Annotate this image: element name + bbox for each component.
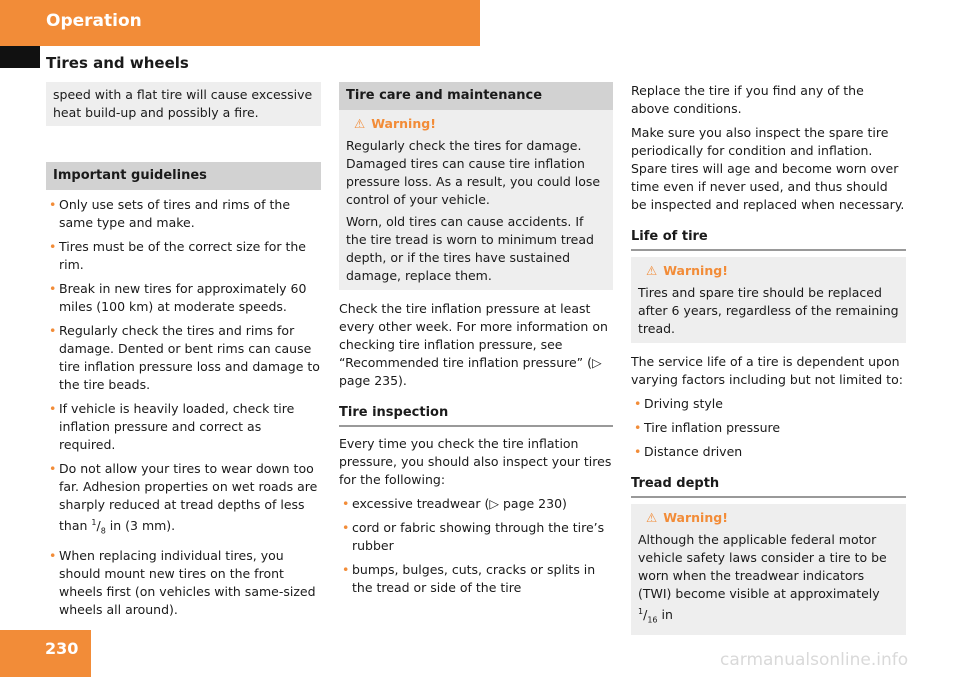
warning-header: ⚠ Warning! bbox=[646, 510, 728, 525]
list-item: • Do not allow your tires to wear down too far. Adhesion properties on wet roads are sharply reduced at tread depths of less than $^1/_8$ in (3 mm). bbox=[49, 461, 318, 536]
list-item: • cord or fabric showing through the tire’s rubber bbox=[342, 520, 605, 553]
column-1 bbox=[46, 82, 321, 619]
page-number: 230 bbox=[45, 639, 79, 658]
life-of-tire-heading: Life of tire bbox=[631, 228, 906, 251]
warning-icon: ⚠ bbox=[646, 510, 658, 525]
list-item: • Driving style bbox=[634, 396, 723, 411]
intro-box bbox=[46, 82, 321, 126]
list-item: • Distance driven bbox=[634, 444, 743, 459]
warning-box bbox=[631, 504, 906, 635]
list-item: • Tires must be of the correct size for the rim. bbox=[49, 239, 306, 272]
list-item: • Regularly check the tires and rims for damage. Dented or bent rims can cause tire inflation pressure loss and damage to the tire beads. bbox=[49, 323, 320, 392]
column-3 bbox=[631, 82, 906, 635]
column-2 bbox=[339, 82, 613, 597]
list-item: • Only use sets of tires and rims of the same type and make. bbox=[49, 197, 291, 230]
section-marker bbox=[0, 46, 40, 68]
fraction: $^1/_{16}$ bbox=[638, 607, 658, 625]
inspection-intro: Every time you check the tire inflation pressure, you should also inspect your tires for the following: bbox=[339, 436, 612, 487]
page-title: Tires and wheels bbox=[46, 54, 189, 72]
list-item: • Tire inflation pressure bbox=[634, 420, 781, 435]
watermark: carmanualsonline.info bbox=[720, 650, 909, 670]
spare-text: Make sure you also inspect the spare tire periodically for condition and inflation. Spare tires will age and become worn over time even if never used, and thus should be inspected and replaced when necessary. bbox=[631, 125, 905, 212]
replace-text: Replace the tire if you find any of the above conditions. bbox=[631, 83, 864, 116]
warning-icon: ⚠ bbox=[354, 116, 366, 131]
tire-inspection-heading: Tire inspection bbox=[339, 404, 613, 427]
warning-text: Worn, old tires can cause accidents. If the tire tread is worn to minimum tread depth, or if the tires have sustained damage, replace them. bbox=[346, 214, 594, 283]
warning-text: Although the applicable federal motor vehicle safety laws consider a tire to be worn when the treadwear indicators (TWI) become visible at approximately $^1/_{16}$ in bbox=[638, 532, 887, 625]
check-text: Check the tire inflation pressure at least every other week. For more information on checking tire inflation pressure, see “Recommended tire inflation pressure” (▷ page 235). bbox=[339, 301, 608, 388]
fraction: $^1/_8$ bbox=[91, 518, 106, 536]
warning-text: Regularly check the tires for damage. Damaged tires can cause tire inflation pressure loss. As a result, you could lose control of your vehicle. bbox=[346, 138, 601, 207]
warning-text: Tires and spare tire should be replaced after 6 years, regardless of the remaining tread. bbox=[638, 285, 899, 336]
list-item: • bumps, bulges, cuts, cracks or splits in the tread or side of the tire bbox=[342, 562, 596, 595]
service-text: The service life of a tire is dependent upon varying factors including but not limited to: bbox=[631, 354, 903, 387]
guidelines-heading: Important guidelines bbox=[46, 162, 321, 190]
intro-text: speed with a flat tire will cause excessive heat build-up and possibly a fire. bbox=[53, 87, 313, 120]
list-item: • excessive treadwear (▷ page 230) bbox=[342, 496, 567, 511]
tread-depth-heading: Tread depth bbox=[631, 475, 906, 498]
list-item: • If vehicle is heavily loaded, check tire inflation pressure and correct as required. bbox=[49, 401, 295, 452]
warning-box bbox=[339, 110, 613, 290]
list-item: • Break in new tires for approximately 60 miles (100 km) at moderate speeds. bbox=[49, 281, 307, 314]
warning-box bbox=[631, 257, 906, 343]
warning-header: ⚠ Warning! bbox=[354, 116, 436, 131]
section-title: Operation bbox=[46, 11, 142, 31]
guidelines-list bbox=[46, 196, 321, 619]
tire-care-heading: Tire care and maintenance bbox=[339, 82, 613, 110]
list-item: • When replacing individual tires, you should mount new tires on the front wheels first (on vehicles with same-sized wheels all around). bbox=[49, 547, 316, 617]
warning-header: ⚠ Warning! bbox=[646, 263, 728, 278]
warning-icon: ⚠ bbox=[646, 263, 658, 278]
